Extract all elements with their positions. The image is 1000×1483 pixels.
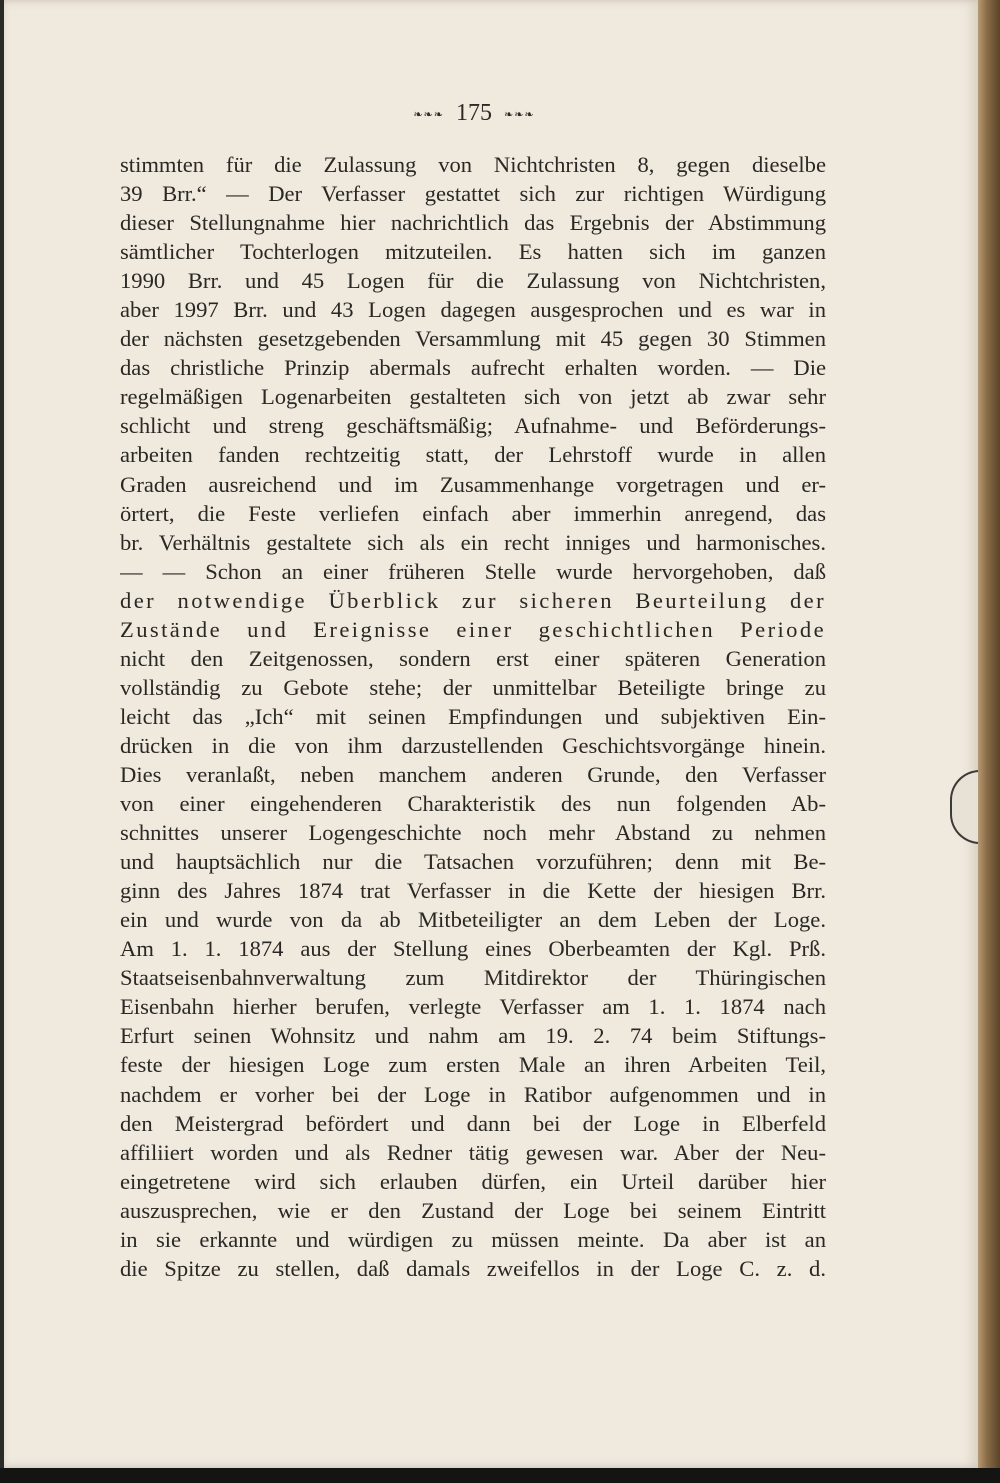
text-line-spaced: Zustände und Ereignisse einer geschichtlichen Periode [120, 616, 826, 642]
text-line: Eisenbahn hierher berufen, verlegte Verfasser am 1. 1. 1874 nach [120, 994, 826, 1020]
text-line: den Meistergrad befördert und dann bei der Loge in Elberfeld [120, 1110, 826, 1136]
scan-bottom-border [0, 1468, 1000, 1483]
text-line-spaced: der notwendige Überblick zur sicheren Beurteilung der [120, 587, 826, 613]
text-line: das christliche Prinzip abermals aufrecht erhalten worden. — Die [120, 355, 826, 381]
ornament-right-icon: ❧❧❧ [504, 108, 535, 121]
text-line: 1990 Brr. und 45 Logen für die Zulassung von Nichtchristen, [120, 268, 826, 294]
body-text [120, 150, 826, 1283]
text-line: Am 1. 1. 1874 aus der Stellung eines Oberbeamten der Kgl. Prß. [120, 936, 826, 962]
text-line: die Spitze zu stellen, daß damals zweifellos in der Loge C. z. d. [120, 1255, 826, 1281]
page-header [0, 100, 948, 127]
text-line: sämtlicher Tochterlogen mitzuteilen. Es hatten sich im ganzen [120, 239, 826, 265]
text-line: arbeiten fanden rechtzeitig statt, der Lehrstoff wurde in allen [120, 442, 826, 468]
page-left-edge [0, 0, 4, 1468]
text-line: — — Schon an einer früheren Stelle wurde hervorgehoben, daß [120, 558, 826, 584]
text-line: aber 1997 Brr. und 43 Logen dagegen ausgesprochen und es war in [120, 297, 826, 323]
text-line: vollständig zu Gebote stehe; der unmittelbar Beteiligte bringe zu [120, 674, 826, 700]
text-line: schnittes unserer Logengeschichte noch mehr Abstand zu nehmen [120, 820, 826, 846]
text-line: Staatseisenbahnverwaltung zum Mitdirektor der Thüringischen [120, 965, 826, 991]
text-line: und hauptsächlich nur die Tatsachen vorzuführen; denn mit Be- [120, 849, 826, 875]
text-line: eingetretene wird sich erlauben dürfen, ein Urteil darüber hier [120, 1168, 826, 1194]
text-line: von einer eingehenderen Charakteristik des nun folgenden Ab- [120, 791, 826, 817]
text-line: örtert, die Feste verliefen einfach aber immerhin anregend, das [120, 500, 826, 526]
text-line: Dies veranlaßt, neben manchem anderen Grunde, den Verfasser [120, 761, 826, 787]
text-line: schlicht und streng geschäftsmäßig; Aufnahme- und Beförderungs- [120, 413, 826, 439]
text-line: Erfurt seinen Wohnsitz und nahm am 19. 2. 74 beim Stiftungs- [120, 1023, 826, 1049]
page-number: 175 [456, 100, 492, 126]
text-line: ein und wurde von da ab Mitbeteiligter an dem Leben der Loge. [120, 907, 826, 933]
text-line: stimmten für die Zulassung von Nichtchristen 8, gegen dieselbe [120, 152, 826, 177]
ornament-left-icon: ❧❧❧ [413, 108, 444, 121]
text-line: nicht den Zeitgenossen, sondern erst einer späteren Generation [120, 645, 826, 671]
text-line: ginn des Jahres 1874 trat Verfasser in die Kette der hiesigen Brr. [120, 878, 826, 904]
text-line: 39 Brr.“ — Der Verfasser gestattet sich zur richtigen Würdigung [120, 181, 826, 207]
text-line: in sie erkannte und würdigen zu müssen meinte. Da aber ist an [120, 1226, 826, 1252]
text-line: nachdem er vorher bei der Loge in Ratibor aufgenommen und in [120, 1081, 826, 1107]
text-line: leicht das „Ich“ mit seinen Empfindungen und subjektiven Ein- [120, 703, 826, 729]
text-line: der nächsten gesetzgebenden Versammlung mit 45 gegen 30 Stimmen [120, 326, 826, 352]
text-line: affiliiert worden und als Redner tätig gewesen war. Aber der Neu- [120, 1139, 826, 1165]
text-line: auszusprechen, wie er den Zustand der Loge bei seinem Eintritt [120, 1197, 826, 1223]
text-line: regelmäßigen Logenarbeiten gestalteten sich von jetzt ab zwar sehr [120, 384, 826, 410]
book-spine-edge [978, 0, 1000, 1483]
text-line: Graden ausreichend und im Zusammenhange vorgetragen und er- [120, 471, 826, 497]
text-line: br. Verhältnis gestaltete sich als ein recht inniges und harmonisches. [120, 529, 826, 555]
text-line: feste der hiesigen Loge zum ersten Male an ihren Arbeiten Teil, [120, 1052, 826, 1078]
text-line: drücken in die von ihm darzustellenden Geschichtsvorgänge hinein. [120, 732, 826, 758]
text-line: dieser Stellungnahme hier nachrichtlich das Ergebnis der Abstimmung [120, 210, 826, 236]
